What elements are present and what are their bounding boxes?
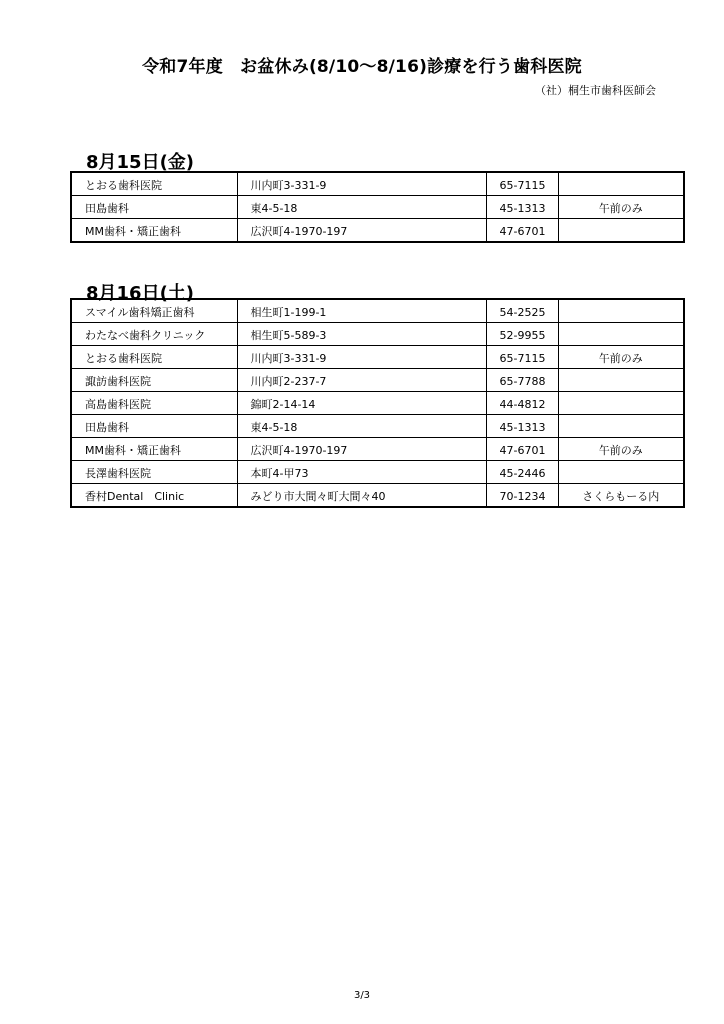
clinic-phone: 65-7788: [486, 369, 558, 392]
clinic-note: 午前のみ: [558, 196, 684, 219]
clinic-address: 錦町2-14-14: [237, 392, 486, 415]
clinic-note: [558, 392, 684, 415]
clinic-address: 相生町1-199-1: [237, 299, 486, 323]
clinic-name: MM歯科・矯正歯科: [71, 219, 237, 243]
clinic-phone: 44-4812: [486, 392, 558, 415]
clinic-table-aug15: [70, 171, 685, 243]
table-row: [71, 484, 684, 508]
clinic-address: 東4-5-18: [237, 415, 486, 438]
clinic-address: 広沢町4-1970-197: [237, 438, 486, 461]
table-row: [71, 346, 684, 369]
clinic-address: 本町4-甲73: [237, 461, 486, 484]
clinic-note: [558, 219, 684, 243]
clinic-phone: 65-7115: [486, 172, 558, 196]
clinic-name: 田島歯科: [71, 196, 237, 219]
clinic-address: みどり市大間々町大間々40: [237, 484, 486, 508]
table-row: [71, 323, 684, 346]
table-row: [71, 461, 684, 484]
clinic-phone: 65-7115: [486, 346, 558, 369]
table-row: [71, 415, 684, 438]
clinic-phone: 45-2446: [486, 461, 558, 484]
clinic-phone: 54-2525: [486, 299, 558, 323]
clinic-note: 午前のみ: [558, 346, 684, 369]
clinic-note: 午前のみ: [558, 438, 684, 461]
clinic-address: 東4-5-18: [237, 196, 486, 219]
clinic-phone: 45-1313: [486, 415, 558, 438]
clinic-name: 高島歯科医院: [71, 392, 237, 415]
clinic-name: 田島歯科: [71, 415, 237, 438]
organization-name: （社）桐生市歯科医師会: [535, 84, 656, 97]
clinic-address: 広沢町4-1970-197: [237, 219, 486, 243]
clinic-address: 川内町3-331-9: [237, 172, 486, 196]
table-row: [71, 196, 684, 219]
clinic-note: [558, 172, 684, 196]
section-heading-aug15: 8月15日(金): [86, 152, 195, 173]
clinic-name: とおる歯科医院: [71, 172, 237, 196]
clinic-phone: 52-9955: [486, 323, 558, 346]
clinic-name: MM歯科・矯正歯科: [71, 438, 237, 461]
clinic-address: 相生町5-589-3: [237, 323, 486, 346]
clinic-phone: 47-6701: [486, 219, 558, 243]
clinic-name: 長澤歯科医院: [71, 461, 237, 484]
clinic-note: [558, 323, 684, 346]
clinic-note: [558, 369, 684, 392]
clinic-note: さくらもーる内: [558, 484, 684, 508]
clinic-phone: 47-6701: [486, 438, 558, 461]
table-row: [71, 172, 684, 196]
clinic-table-aug16: [70, 298, 685, 508]
document-title: 令和7年度 お盆休み(8/10～8/16)診療を行う歯科医院: [142, 57, 582, 77]
table-row: [71, 299, 684, 323]
clinic-name: わたなべ歯科クリニック: [71, 323, 237, 346]
table-row: [71, 438, 684, 461]
clinic-note: [558, 415, 684, 438]
clinic-note: [558, 461, 684, 484]
clinic-phone: 45-1313: [486, 196, 558, 219]
page-number: 3/3: [353, 990, 371, 1001]
table-row: [71, 219, 684, 243]
clinic-name: 諏訪歯科医院: [71, 369, 237, 392]
table-row: [71, 392, 684, 415]
clinic-address: 川内町3-331-9: [237, 346, 486, 369]
clinic-phone: 70-1234: [486, 484, 558, 508]
section-heading-aug16: 8月16日(土): [86, 283, 195, 304]
clinic-name: スマイル歯科矯正歯科: [71, 299, 237, 323]
clinic-address: 川内町2-237-7: [237, 369, 486, 392]
clinic-name: 香村Dental Clinic: [71, 484, 237, 508]
clinic-note: [558, 299, 684, 323]
table-row: [71, 369, 684, 392]
clinic-name: とおる歯科医院: [71, 346, 237, 369]
